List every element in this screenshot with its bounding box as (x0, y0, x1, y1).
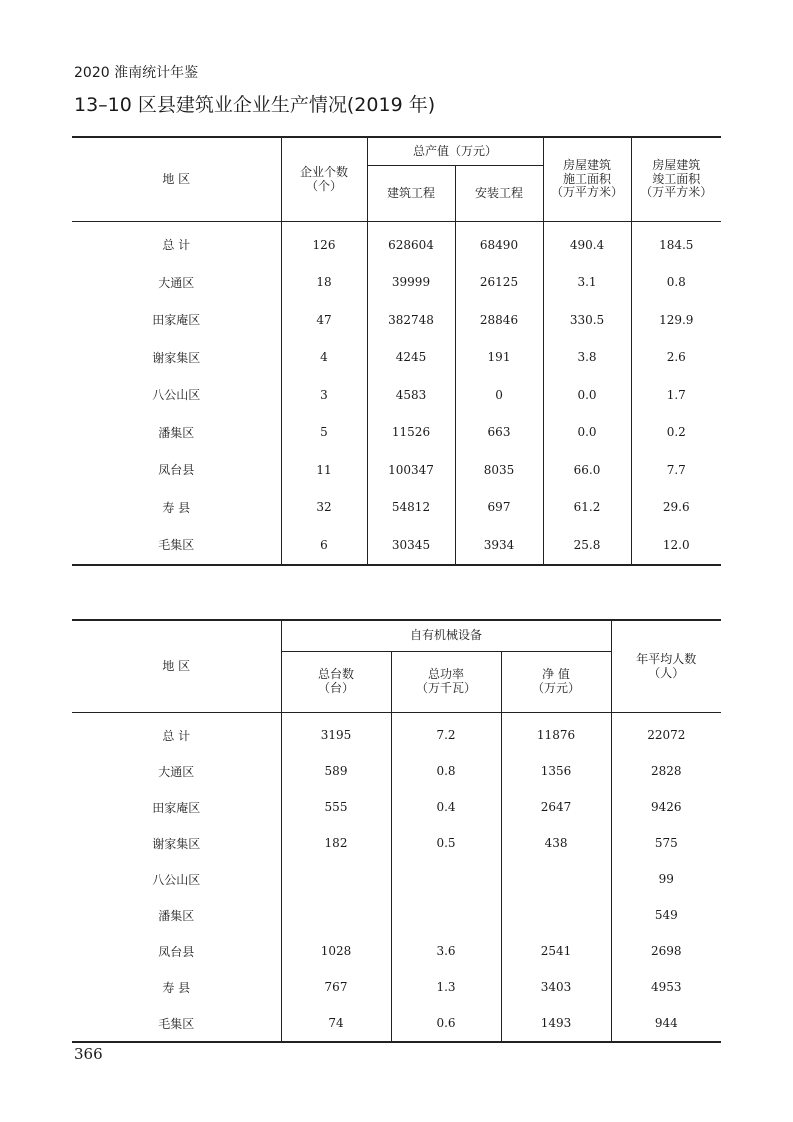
table-cell (391, 897, 501, 933)
table-cell: 330.5 (543, 301, 631, 339)
table-row (72, 969, 721, 1005)
table-row (72, 933, 721, 969)
row-label: 八公山区 (152, 388, 201, 403)
row-label: 总 计 (162, 238, 191, 253)
table-cell: 11876 (501, 713, 611, 754)
header-enterprises-label: 企业个数 (299, 164, 348, 179)
table-cell (501, 861, 611, 897)
table-cell (281, 897, 391, 933)
table-cell: 74 (281, 1005, 391, 1042)
table-cell: 0 (455, 376, 543, 414)
header-construction: 建筑工程 (367, 166, 455, 222)
table-cell: 184.5 (631, 222, 721, 264)
table-cell: 2828 (611, 753, 721, 789)
table-cell: 1.3 (391, 969, 501, 1005)
header-installation: 安装工程 (455, 166, 543, 222)
table-cell (391, 861, 501, 897)
table-row (72, 376, 721, 414)
row-label: 凤台县 (158, 463, 195, 478)
header-region-2: 地 区 (72, 620, 281, 713)
header-region: 地 区 (72, 137, 281, 222)
row-label: 谢家集区 (152, 350, 201, 365)
page-number: 366 (74, 1045, 103, 1063)
table-cell: 767 (281, 969, 391, 1005)
table-cell: 100347 (367, 451, 455, 489)
table-cell: 697 (455, 489, 543, 527)
header-net-value-label: 净 值 (542, 667, 570, 682)
header-power-unit: （万千瓦） (415, 681, 476, 695)
table-cell: 12.0 (631, 526, 721, 565)
table-row (72, 414, 721, 452)
table-row (72, 301, 721, 339)
row-label: 大通区 (158, 275, 195, 290)
table-cell: 549 (611, 897, 721, 933)
table-cell: 575 (611, 825, 721, 861)
table-row (72, 825, 721, 861)
table-cell: 3934 (455, 526, 543, 565)
table-cell: 30345 (367, 526, 455, 565)
row-label: 田家庵区 (152, 800, 201, 815)
header-floor-under-line2: 施工面积 (563, 171, 612, 186)
table-cell: 0.6 (391, 1005, 501, 1042)
table-cell (281, 861, 391, 897)
table-cell: 3 (281, 376, 367, 414)
table-row (72, 264, 721, 302)
table-cell: 2698 (611, 933, 721, 969)
table-cell: 18 (281, 264, 367, 302)
machinery-table (72, 619, 721, 1043)
table-cell: 22072 (611, 713, 721, 754)
table-cell: 0.4 (391, 789, 501, 825)
table-cell: 8035 (455, 451, 543, 489)
table-cell: 3.6 (391, 933, 501, 969)
table-cell: 191 (455, 339, 543, 377)
table-cell: 11526 (367, 414, 455, 452)
table-cell: 1028 (281, 933, 391, 969)
table-cell: 3195 (281, 713, 391, 754)
header-floor-done-line2: 竣工面积 (652, 171, 701, 186)
table-cell: 2647 (501, 789, 611, 825)
table-cell: 4 (281, 339, 367, 377)
row-label: 寿 县 (162, 500, 191, 515)
table-cell: 4953 (611, 969, 721, 1005)
table-cell: 0.8 (631, 264, 721, 302)
table-cell: 129.9 (631, 301, 721, 339)
table-cell: 5 (281, 414, 367, 452)
row-label: 谢家集区 (152, 836, 201, 851)
table-cell: 54812 (367, 489, 455, 527)
header-net-value-unit: （万元） (532, 681, 581, 695)
table-cell: 3.1 (543, 264, 631, 302)
book-title: 2020 淮南统计年鉴 (74, 65, 199, 81)
table-row (72, 222, 721, 264)
table-row (72, 489, 721, 527)
table-cell: 4583 (367, 376, 455, 414)
table-cell: 2541 (501, 933, 611, 969)
table-cell: 1.7 (631, 376, 721, 414)
header-count (281, 652, 391, 713)
table-cell: 29.6 (631, 489, 721, 527)
table-cell: 28846 (455, 301, 543, 339)
table-row (72, 339, 721, 377)
table-cell: 4245 (367, 339, 455, 377)
header-floor-under-line1: 房屋建筑 (563, 157, 612, 172)
header-floor-done-unit: （万平方米） (640, 185, 713, 200)
table-row (72, 753, 721, 789)
table-row (72, 526, 721, 565)
header-power-label: 总功率 (427, 667, 464, 682)
header-avg-persons-label: 年平均人数 (636, 651, 697, 666)
table-cell: 99 (611, 861, 721, 897)
table-cell: 61.2 (543, 489, 631, 527)
table-cell: 66.0 (543, 451, 631, 489)
header-net-value (501, 652, 611, 713)
table-cell: 1356 (501, 753, 611, 789)
row-label: 潘集区 (158, 425, 195, 440)
table-cell: 126 (281, 222, 367, 264)
header-floor-under (543, 137, 631, 222)
table-cell: 2.6 (631, 339, 721, 377)
header-floor-under-unit: （万平方米） (551, 185, 624, 200)
header-avg-persons-unit: （人） (648, 665, 685, 680)
table-row (72, 1005, 721, 1042)
table-cell: 39999 (367, 264, 455, 302)
table-cell: 555 (281, 789, 391, 825)
construction-output-table (72, 136, 721, 566)
table-cell: 7.2 (391, 713, 501, 754)
row-label: 总 计 (162, 728, 191, 743)
header-floor-done (631, 137, 721, 222)
table-cell: 0.5 (391, 825, 501, 861)
table-cell: 589 (281, 753, 391, 789)
table-row (72, 897, 721, 933)
table-cell: 438 (501, 825, 611, 861)
table-cell: 0.0 (543, 376, 631, 414)
table-cell: 7.7 (631, 451, 721, 489)
table-cell: 1493 (501, 1005, 611, 1042)
table-cell: 0.2 (631, 414, 721, 452)
table-cell: 382748 (367, 301, 455, 339)
table-cell: 0.0 (543, 414, 631, 452)
table-cell: 944 (611, 1005, 721, 1042)
header-floor-done-line1: 房屋建筑 (652, 157, 701, 172)
table-cell: 3403 (501, 969, 611, 1005)
row-label: 田家庵区 (152, 313, 201, 328)
header-power (391, 652, 501, 713)
table-cell: 3.8 (543, 339, 631, 377)
table-cell: 182 (281, 825, 391, 861)
table-cell: 0.8 (391, 753, 501, 789)
table-row (72, 789, 721, 825)
table-row (72, 861, 721, 897)
table-cell: 26125 (455, 264, 543, 302)
row-label: 寿 县 (162, 980, 191, 995)
table-cell: 11 (281, 451, 367, 489)
table-row (72, 451, 721, 489)
table-cell: 663 (455, 414, 543, 452)
table-cell: 32 (281, 489, 367, 527)
table-cell: 47 (281, 301, 367, 339)
row-label: 大通区 (158, 764, 195, 779)
header-avg-persons (611, 620, 721, 713)
table-cell: 9426 (611, 789, 721, 825)
row-label: 潘集区 (158, 908, 195, 923)
table-cell: 490.4 (543, 222, 631, 264)
header-machinery-group: 自有机械设备 (281, 620, 611, 652)
row-label: 凤台县 (158, 944, 195, 959)
table-cell: 6 (281, 526, 367, 565)
header-output-group: 总产值（万元） (367, 137, 543, 166)
header-count-unit: （台） (317, 681, 354, 695)
table-cell: 628604 (367, 222, 455, 264)
row-label: 毛集区 (158, 1016, 195, 1031)
table-title: 13–10 区县建筑业企业生产情况(2019 年) (74, 94, 436, 116)
header-count-label: 总台数 (317, 667, 354, 682)
row-label: 八公山区 (152, 872, 201, 887)
table-cell (501, 897, 611, 933)
header-enterprises-unit: （个） (305, 178, 342, 193)
row-label: 毛集区 (158, 538, 195, 553)
header-enterprises (281, 137, 367, 222)
table-cell: 25.8 (543, 526, 631, 565)
table-row (72, 713, 721, 754)
table-cell: 68490 (455, 222, 543, 264)
